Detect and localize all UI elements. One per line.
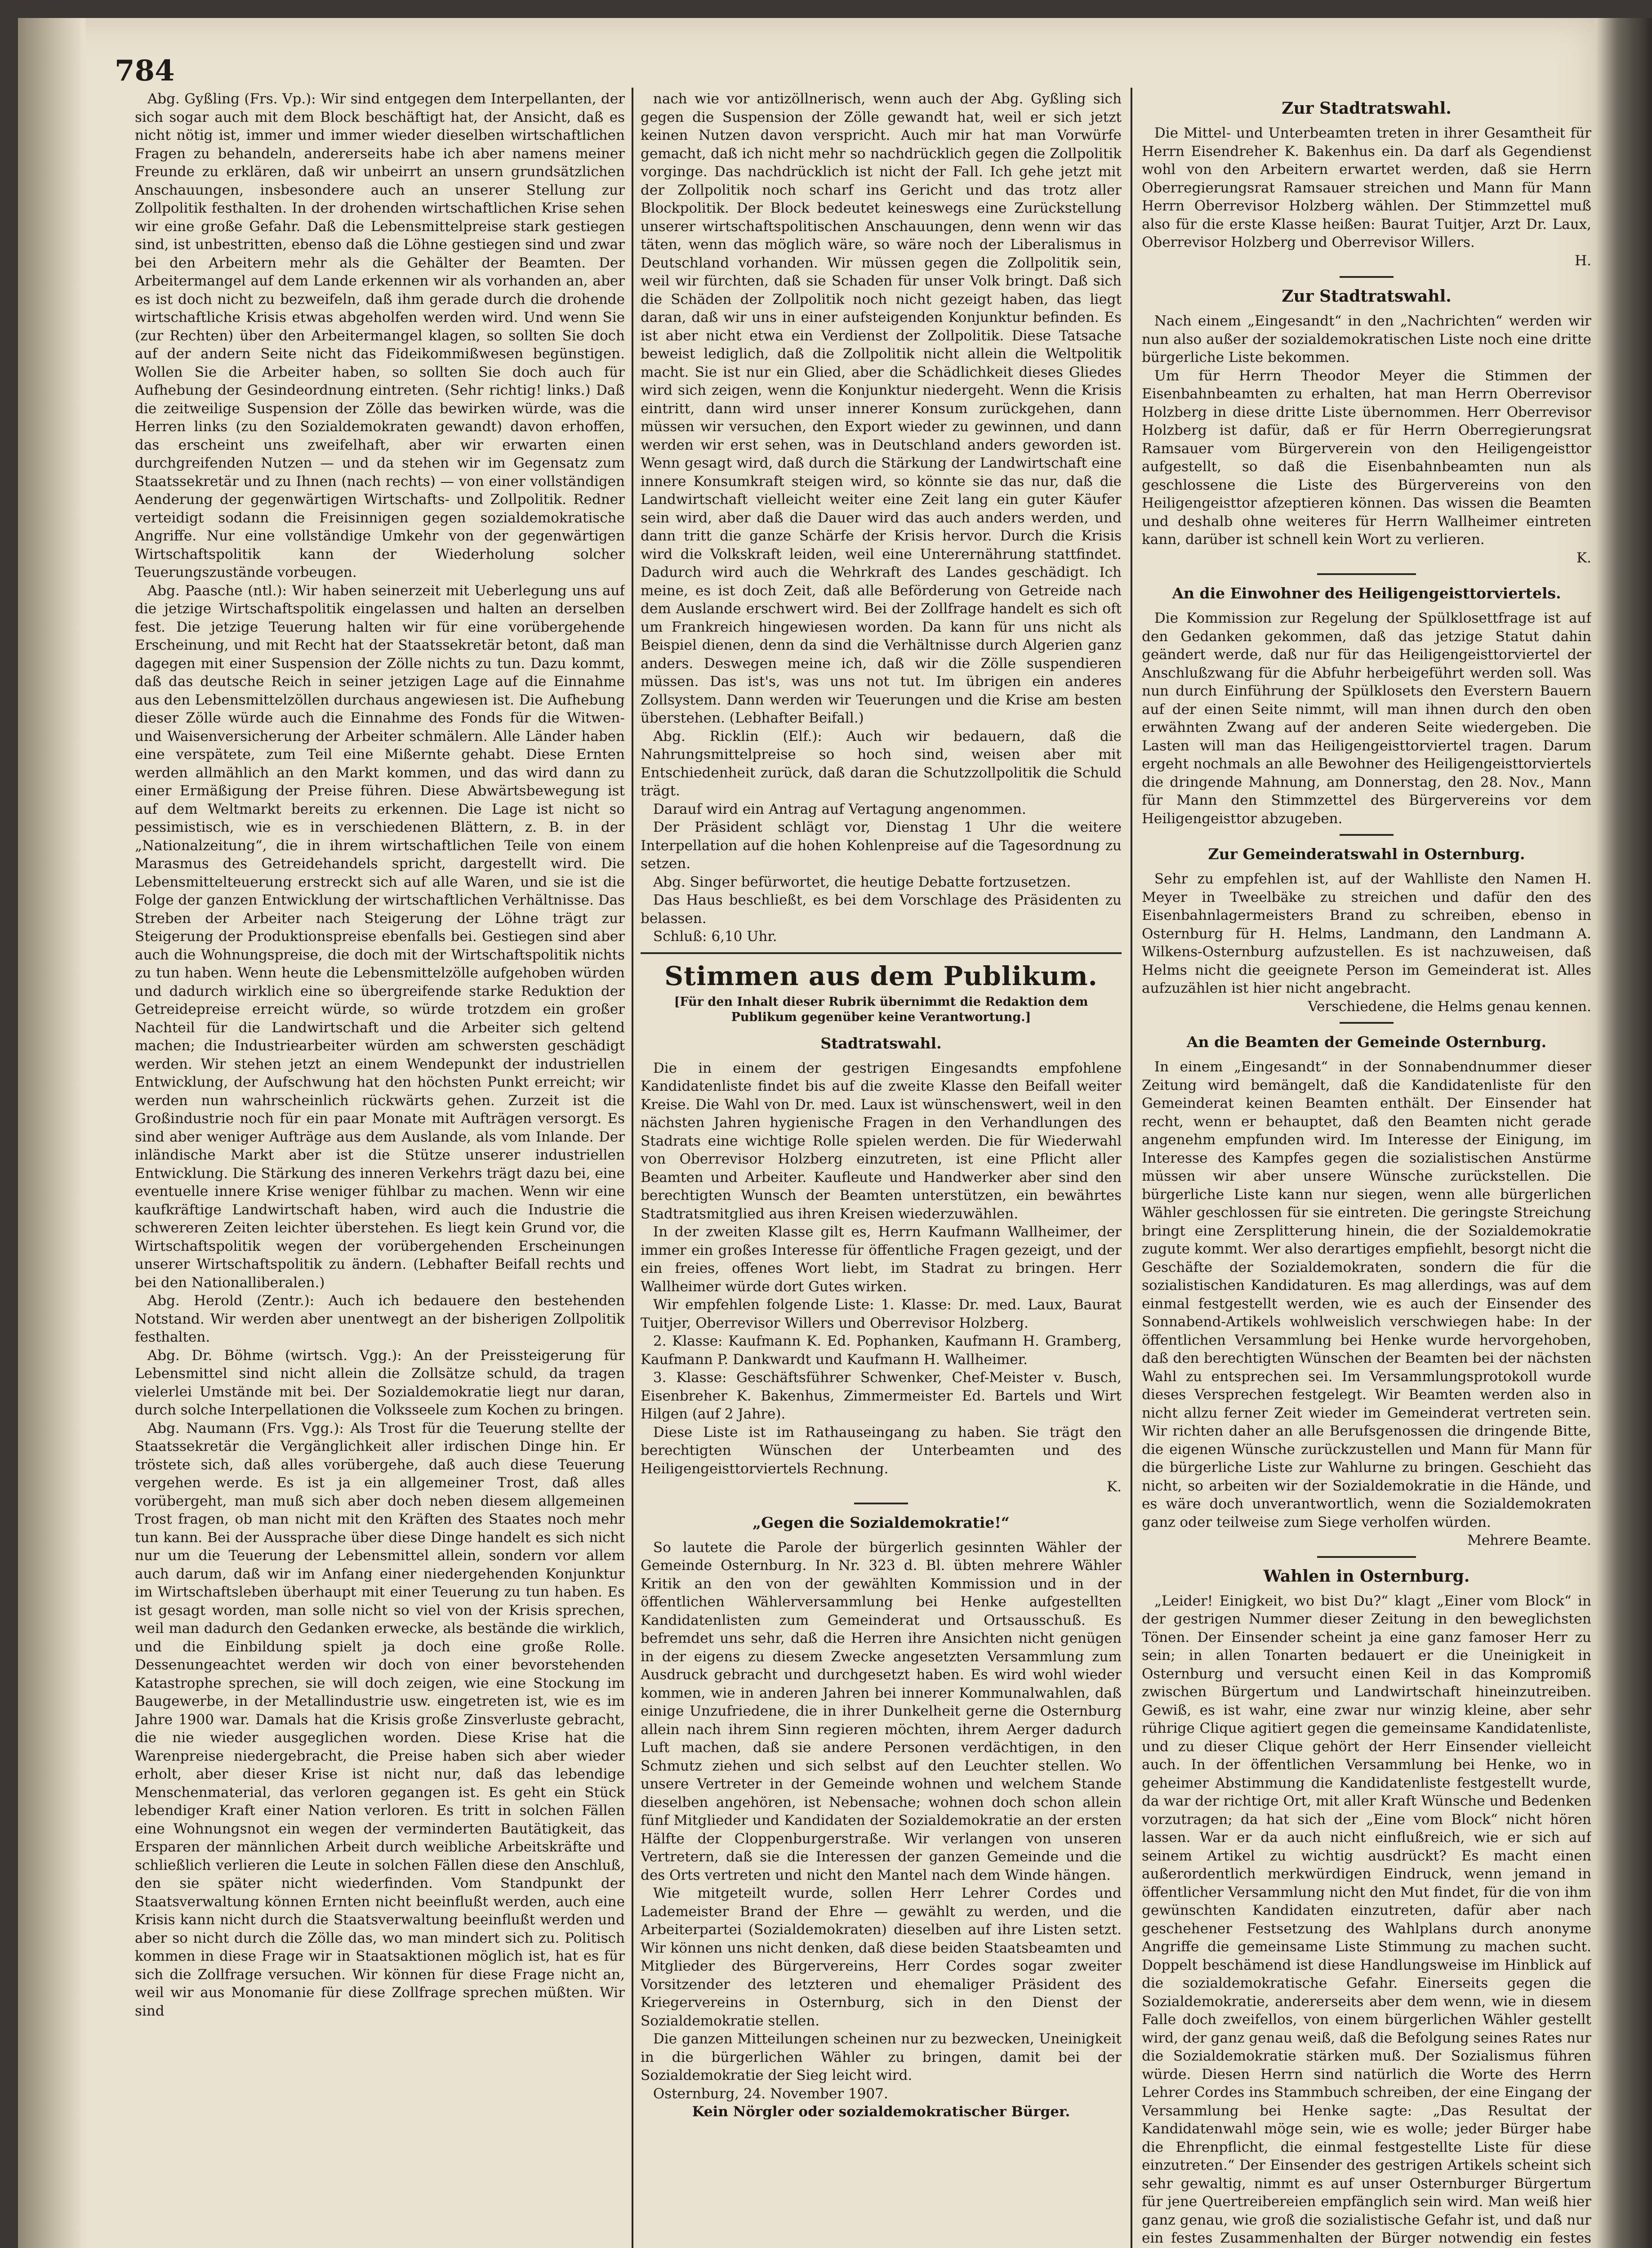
- paragraph: Wie mitgeteilt wurde, sollen Herr Lehrer Cordes und Lademeister Brand der Ehre — gewählt zu werden, und die Arbeiterpartei (Sozialdemokraten) dieselben auf ihre Listen setzt. Wir können uns nicht denken, daß diese beiden Staatsbeamten und Mitglieder des Bürgervereins, Herr Cordes sogar zweiter Vorsitzender des letzteren und ehemaliger Präsident des Kriegervereins in Osternburg, sich in den Dienst der Sozialdemokratie stellen.: [641, 1885, 1122, 2029]
- signature: K.: [1106, 1479, 1122, 1495]
- paragraph: Die in einem der gestrigen Eingesandts empfohlene Kandidatenliste findet bis auf die zweite Klasse den Beifall weiter Kreise. Die Wahl von Dr. med. Laux ist wünschenswert, weil in den nächsten Jahren hygienische Fragen in den Verhandlungen des Stadrats eine wichtige Rolle spielen werden. Die für Wiederwahl von Oberrevisor Holzberg einzutreten, ist eine Pflicht aller Beamten und Arbeiter. Kaufleute und Handwerker aber sind den berechtigten Wunsch der Beamten unterstützen, ein bewährtes Stadtratsmitglied aus ihren Kreisen wiederzuwählen.: [641, 1060, 1122, 1222]
- paragraph: Abg. Singer befürwortet, die heutige Debatte fortzusetzen.: [653, 874, 1071, 890]
- separator: [1340, 276, 1394, 278]
- article-title: Wahlen in Osternburg.: [1263, 1566, 1470, 1586]
- article-title: An die Einwohner des Heiligengeisttorviertels.: [1172, 584, 1561, 602]
- paragraph: Abg. Ricklin (Elf.): Auch wir bedauern, daß die Nahrungsmittelpreise so hoch sind, weisen aber mit Entschiedenheit zurück, daß daran die Schutzzollpolitik die Schuld trägt.: [641, 728, 1122, 799]
- paragraph: „Leider! Einigkeit, wo bist Du?“ klagt „Einer vom Block“ in der gestrigen Nummer dieser Zeitung in den beweglichsten Tönen. Der Einsender scheint ja eine ganz famoser Herr zu sein; in allen Tonarten bedauert er die Uneinigkeit in Osternburg und versucht einen Keil in das Kompromiß zwischen Bürgertum und Landwirtschaft hineinzutreiben. Gewiß, es ist wahr, eine zwar nur winzig kleine, aber sehr rührige Clique agitiert gegen die gemeinsame Kandidatenliste, und zu dieser Clique gehört der Herr Einsender vielleicht auch. In der öffentlichen Versammlung bei Henke, wo in geheimer Abstimmung die Kandidatenliste festgestellt wurde, da war der richtige Ort, mit aller Kraft Wünsche und Bedenken vorzutragen; da hat sich der „Eine vom Block“ nicht hören lassen. War er da auch nicht einflußreich, wie er sich auf seinem Artikel zu wichtig ausdrückt? Es macht einen außerordentlich merkwürdigen Eindruck, wenn jemand in öffentlicher Versammlung nicht den Mut findet, für die von ihm gewünschten Kandidaten einzutreten, dafür aber nach geschehener Festsetzung des Wahlplans durch anonyme Angriffe die gemeinsame Liste Stimmung zu machen sucht. Doppelt beschämend ist diese Handlungsweise im Hinblick auf die sozialdemokratische Gefahr. Einerseits gegen die Sozialdemokratie, andererseits aber dem wenn, wie in diesem Falle doch zweifellos, von einem bürgerlichen Wähler gestellt wird, der ganz genau weiß, daß die Befolgung seines Rates nur die Sozialdemokratie stärken muß. Der Sozialismus führen würde. Diesen Herrn sind natürlich die Worte des Herrn Lehrer Cordes ins Stammbuch schreiben, der eine Eingang der Versammlung bei Henke sagte: „Das Resultat der Kandidatenwahl möge sein, wie es wolle; jeder Bürger habe die Ehrenpflicht, die einmal festgestellte Liste für diese einzutreten.“ Der Einsender des gestrigen Artikels scheint sich sehr gewaltig, nimmt es auf unser Osternburger Bürgertum für jene Quertreibereien empfänglich sein wird. Man weiß hier ganz genau, wie groß die sozialistische Gefahr ist, und daß nur ein festes Zusammenhalten der Bürger notwendig ein festes: [1142, 1592, 1591, 2246]
- signature: Mehrere Beamte.: [1467, 1532, 1591, 1548]
- article-title: Zur Stadtratswahl.: [1282, 287, 1452, 306]
- page-binding-shadow: [18, 18, 85, 2248]
- article-title: Zur Stadtratswahl.: [1282, 99, 1452, 118]
- page-edge-shadow: [1596, 18, 1652, 2248]
- signature: H.: [1575, 252, 1591, 269]
- paragraph: nach wie vor antizöllnerisch, wenn auch der Abg. Gyßling sich gegen die Suspension der Zölle gewandt hat, weil er sich jetzt keinen Nutzen davon verspricht. Auch mir hat man Vorwürfe gemacht, daß ich nicht mehr so nachdrücklich gegen die Zollpolitik vorginge. Das nachdrücklich ist nicht der Fall. Ich gehe jetzt mit der Zollpolitik noch scharf ins Gericht und das trotz aller Blockpolitik. Der Block bedeutet keineswegs eine Zurückstellung unserer wirtschaftspolitischen Anschauungen, denn wenn wir das täten, wenn das möglich wäre, so wäre noch der Liberalismus in Deutschland vorhanden. Wir müssen gegen die Zollpolitik sein, weil wir fürchten, daß sie Schaden für unser Volk bringt. Daß sich die Schäden der Zollpolitik noch nicht gezeigt haben, das liegt daran, daß wir uns in einer aufsteigenden Konjunktur befinden. Es ist aber nicht etwa ein Verdienst der Zollpolitik. Diese Tatsache beweist lediglich, daß die Zollpolitik nicht allein die Weltpolitik macht. Sie ist nur ein Glied, aber die Schädlichkeit dieses Gliedes wird sich zeigen, wenn die Konjunktur niedergeht. Wenn die Krisis eintritt, dann wird unser innerer Konsum zurückgehen, dann müssen wir versuchen, den Export wieder zu gewinnen, und dann werden wir erst sehen, was in Deutschland anders geworden ist. Wenn gesagt wird, daß durch die Stärkung der Landwirtschaft eine innere Konsumkraft steigen wird, so könnte sie das nur, daß die Landwirtschaft vielleicht weiter eine Zeit lang ein guter Käufer sein wird, aber daß die Dauer wird das auch anders werden, und dann tritt die ganze Schärfe der Krisis hervor. Durch die Krisis wird die Volkskraft leiden, weil eine Unterernährung stattfindet. Dadurch wird auch die Wehrkraft des Landes geschädigt. Ich meine, es ist doch Zeit, daß alle Beförderung von Getreide nach dem Auslande erschwert wird. Bei der Zollfrage handelt es sich oft um Frankreich hingewiesen worden. Da kann für uns nicht als Beispiel dienen, denn da sind die Verhältnisse durch Algerien ganz anders. Deswegen meine ich, daß wir die Zölle suspendieren müssen. Das ist's, was uns not tut. Im übrigen ein anderes Zollsystem. Dann werden wir Teuerungen und die Krise am besten überstehen. (Lebhafter Beifall.): [641, 91, 1122, 726]
- closing-time: Schluß: 6,10 Uhr.: [653, 928, 777, 945]
- article-title: Zur Gemeinderatswahl in Osternburg.: [1208, 845, 1525, 863]
- paragraph: Der Präsident schlägt vor, Dienstag 1 Uhr die weitere Interpellation auf die hohen Kohlenpreise auf die Tagesordnung zu setzen.: [641, 819, 1122, 872]
- paragraph: Osternburg, 24. November 1907.: [653, 2085, 888, 2102]
- stimmen-title: Stimmen aus dem Publikum.: [664, 960, 1098, 991]
- column-1: [135, 90, 625, 2248]
- column-rule-2: [1131, 88, 1132, 2248]
- paragraph: Die Kommission zur Regelung der Spülklosettfrage ist auf den Gedanken gekommen, daß das jetzige Statut dahin geändert werde, daß nur für das Heiligengeisttorviertel der Anschlußzwang für die Abfuhr herbeigeführt werden soll. Was nun durch Einführung der Spülklosets den Everstern Bauern auf der einen Seite nimmt, will man ihnen durch den oben erwähnten Zwang auf der anderen Seite wiedergeben. Die Lasten will man das Heiligengeisttorviertel tragen. Darum ergeht nochmals an alle Bewohner des Heiligengeisttorviertels die dringende Mahnung, am Donnerstag, den 28. Nov., Mann für Mann den Stimmzettel des Bürgervereins vor dem Heiligengeisttor abzugeben.: [1142, 610, 1591, 827]
- paragraph: Abg. Paasche (ntl.): Wir haben seinerzeit mit Ueberlegung uns auf die jetzige Wirtschaftspolitik eingelassen und halten an derselben fest. Die jetzige Teuerung halten wir für eine vorübergehende Erscheinung, und mit Recht hat der Staatssekretär betont, daß man dagegen mit einer Suspension der Zölle nichts zu tun. Dazu kommt, daß das deutsche Reich in seiner jetzigen Lage auf die Einnahme aus den Lebensmittelzöllen durchaus angewiesen ist. Die Aufhebung dieser Zölle würde auch die Einnahme des Fonds für die Witwen- und Waisenversicherung der Arbeiter schmälern. Alle Länder haben eine verspätete, zum Teil eine Mißernte gehabt. Diese Ernten werden allmählich an den Markt kommen, und das wird dann zu einer Ermäßigung der Preise führen. Diese Abwärtsbewegung ist auf dem Weltmarkt bereits zu erkennen. Die Lage ist nicht so pessimistisch, wie es in verschiedenen Blättern, z. B. in der „Nationalzeitung“, die in ihrem wirtschaftlichen Teile von einem Marasmus des Getreidehandels spricht, dargestellt wird. Die Lebensmittelteuerung erstreckt sich auf alle Waren, und sie ist die Folge der ganzen Entwicklung der wirtschaftlichen Verhältnisse. Das Streben der Arbeiter nach Steigerung der Löhne trägt zur Steigerung der Produktionspreise ebenfalls bei. Gestiegen sind aber auch die Wohnungspreise, die doch mit der Wirtschaftspolitik nichts zu tun haben. Wenn heute die Lebensmittelzölle aufgehoben würden und dadurch wirklich eine so übergreifende starke Reduktion der Getreidepreise erreicht würde, so würde trotzdem ein großer Nachteil für die Landwirtschaft und die Arbeiter sich geltend machen; die Industriearbeiter würden am schwersten geschädigt werden. Wir stehen jetzt an einem Wendepunkt der industriellen Entwicklung, der Aufschwung hat den höchsten Punkt erreicht; wir werden nun wahrscheinlich rückwärts gehen. Zurzeit ist die Großindustrie noch für ein paar Monate mit Aufträgen versorgt. Es sind aber weniger Aufträge aus dem Auslande, als vom Inlande. Der inländische Markt aber ist die Stütze unserer industriellen Entwicklung. Die Stärkung des inneren Verkehrs trägt dazu bei, eine eventuelle innere Krise weniger fühlbar zu machen. Wenn wir eine kaufkräftige Landwirtschaft haben, wird auch die Industrie die schwereren Zeiten leichter überstehen. Es liegt kein Grund vor, die Wirtschaftspolitik wegen der vorübergehenden Erscheinungen unserer Wirtschaftspolitik zu ändern. (Lebhafter Beifall rechts und bei den Nationalliberalen.): [135, 582, 625, 1291]
- signature: K.: [1576, 549, 1591, 566]
- paragraph: Die Mittel- und Unterbeamten treten in ihrer Gesamtheit für Herrn Eisendreher K. Bakenhus ein. Da darf als Gegendienst wohl von den Arbeitern erwartet werden, daß sie Herrn Oberregierungsrat Ramsauer streichen und Mann für Mann Herrn Oberrevisor Holzberg wählen. Der Stimmzettel muß also für die erste Klasse heißen: Baurat Tuitjer, Arzt Dr. Laux, Oberrevisor Holzberg und Oberrevisor Willers.: [1142, 125, 1591, 250]
- paragraph: Nach einem „Eingesandt“ in den „Nachrichten“ werden wir nun also außer der sozialdemokratischen Liste noch eine dritte bürgerliche Liste bekommen.: [1142, 313, 1591, 366]
- paragraph: Abg. Herold (Zentr.): Auch ich bedauere den bestehenden Notstand. Wir werden aber unentwegt an der bisherigen Zollpolitik festhalten.: [135, 1293, 625, 1345]
- separator: [1317, 573, 1416, 575]
- stadtratswahl-title: Stadtratswahl.: [820, 1034, 942, 1052]
- separator: [1340, 834, 1394, 836]
- stimmen-section: [641, 952, 1122, 2121]
- paragraph: Sehr zu empfehlen ist, auf der Wahlliste den Namen H. Meyer in Tweelbäke zu streichen und dafür den des Eisenbahnlagermeisters Brand zu schreiben, ebenso in Osternburg für H. Helms, Landmann, den Landmann A. Wilkens-Osternburg aufzustellen. Es ist nachzuweisen, daß Helms nicht die geeignete Person im Gemeinderat ist. Alles aufzuzählen ist hier nicht angebracht.: [1142, 871, 1591, 996]
- paragraph: Das Haus beschließt, es bei dem Vorschlage des Präsidenten zu belassen.: [641, 892, 1122, 927]
- paragraph: 2. Klasse: Kaufmann K. Ed. Pophanken, Kaufmann H. Gramberg, Kaufmann P. Dankwardt und Kaufmann H. Wallheimer.: [641, 1333, 1122, 1368]
- article-title: An die Beamten der Gemeinde Osternburg.: [1186, 1033, 1547, 1051]
- paragraph: So lautete die Parole der bürgerlich gesinnten Wähler der Gemeinde Osternburg. In Nr. 323 d. Bl. übten mehrere Wähler Kritik an den von der gewählten Kommission und in der öffentlichen Wählerversammlung bei Henke aufgestellten Kandidatenlisten zum Gemeinderat und Ortsausschuß. Es befremdet uns sehr, daß die Herren ihre Ansichten nicht genügen in der eigens zu diesem Zwecke angesetzten Versammlung zum Ausdruck gebracht und durchgesetzt haben. Es wird wohl wieder kommen, wie in anderen Jahren bei innerer Kommunalwahlen, daß einige Unzufriedene, die in ihrer Dunkelheit gerne die Osternburg allein nach ihrem Sinn regieren möchten, ihrem Aerger dadurch Luft machen, daß sie andere Personen verdächtigen, in den Schmutz ziehen und sich selbst auf den Leuchter stellen. Wo unsere Vertreter in der Gemeinde wohnen und welchem Stande dieselben angehören, ist Nebensache; wohnen doch schon allein fünf Mitglieder und Kandidaten der Sozialdemokratie an der ersten Hälfte der Cloppenburgerstraße. Wir verlangen von unseren Vertretern, daß sie die Interessen der ganzen Gemeinde und die des Orts vertreten und nicht den Mantel nach dem Winde hängen.: [641, 1539, 1122, 1883]
- paragraph: In einem „Eingesandt“ in der Sonnabendnummer dieser Zeitung wird bemängelt, daß die Kandidatenliste für den Gemeinderat keinen Beamten enthält. Der Einsender hat recht, wenn er behauptet, daß den Beamten nicht gerade angenehm empfunden wird. Im Interesse der Einigung, im Interesse des Kampfes gegen die sozialistischen Anstürme müssen wir aber unsere Wünsche zurückstellen. Die bürgerliche Liste kann nur siegen, wenn alle bürgerlichen Wähler geschlossen für sie eintreten. Die geringste Streichung bringt eine Zersplitterung hinein, die der Sozialdemokratie zugute kommt. Wer also derartiges empfiehlt, besorgt nicht die Geschäfte der Sozialdemokraten, sondern die für die sozialistischen Kandidaturen. Es mag allerdings, was auf dem einmal festgestellt werden, wie es auch der Einsender des Sonnabend-Artikels wohlweislich verschwiegen habe: In der öffentlichen Versammlung bei Henke wurde hervorgehoben, daß den berechtigten Wünschen der Beamten bei der nächsten Wahl zu entsprechen sei. Im Versammlungsprotokoll wurde dieses Versprechen festgelegt. Wir Beamten werden also in nicht allzu ferner Zeit wieder im Gemeinderat vertreten sein. Wir richten daher an alle Berufsgenossen die dringende Bitte, die eigenen Wünsche zurückzustellen und Mann für Mann für die bürgerliche Liste zur Wahlurne zu bringen. Geschieht das nicht, so arbeiten wir der Sozialdemokratie in die Hände, und es wäre doch unverantwortlich, wenn die Sozialdemokraten ganz oder teilweise zum Siege verholfen würden.: [1142, 1059, 1591, 1530]
- column-rule-1: [632, 88, 633, 2248]
- page-number: 784: [115, 54, 175, 88]
- paragraph: Abg. Naumann (Frs. Vgg.): Als Trost für die Teuerung stellte der Staatssekretär die Vergänglichkeit aller irdischen Dinge hin. Er tröstete sich, daß alles vorübergehe, daß auch diese Teuerung vergehen werde. Es ist ja ein allgemeiner Trost, daß alles vorübergeht, man muß sich aber doch neben diesem allgemeinen Trost fragen, ob man nicht mit den Kräften des Staates noch mehr tun kann. Bei der Aussprache über diese Dinge handelt es sich nicht nur um die Teuerung der Lebensmittel allein, sondern vor allem auch darum, daß wir im Anfang einer niedergehenden Konjunktur im Wirtschaftsleben überhaupt mit einer Teuerung zu tun haben. Es ist gesagt worden, man solle nicht so viel von der Krisis sprechen, weil man dadurch den Gedanken erwecke, als bestände die wirklich, und die Einbildung spielt ja doch eine große Rolle. Dessenungeachtet werden wir doch von einer bevorstehenden Katastrophe sprechen, sie will doch zeigen, wie eine Stockung im Baugewerbe, in der Metallindustrie usw. eingetreten ist, wie es im Jahre 1900 war. Damals hat die Krisis große Zinsverluste gebracht, die nie wieder ausgeglichen worden. Diese Krise hat die Warenpreise niedergebracht, die Preise haben sich aber wieder erholt, aber dieser Krise ist nicht nur, daß das lebendige Menschenmaterial, das verloren gegangen ist. Es geht ein Stück lebendiger Kraft einer Nation verloren. Es tritt in solchen Fällen eine Wohnungsnot ein wegen der verminderten Bautätigkeit, das Ersparen der männlichen Arbeit durch weibliche Arbeitskräfte und schließlich verlieren die Leute in solchen Fällen diese den Anschluß, den sie später nicht wiederfinden. Vom Standpunkt der Staatsverwaltung können Ernten nicht beeinflußt werden, auch eine Krisis kann nicht durch die Staatsverwaltung beeinflußt werden und aber so nicht durch die Zölle das, wo man mindert sich zu. Politisch kommen in diese Frage wir in Staatsaktionen möglich ist, hat es für sich die Zollfrage versuchen. Wir können für diese Frage nicht an, weil wir aus Monomanie für diese Zollfrage sprechen müßten. Wir sind: [135, 1420, 625, 2019]
- column-3: [1142, 90, 1591, 2248]
- column-2: [641, 90, 1122, 2248]
- paragraph: Darauf wird ein Antrag auf Vertagung angenommen.: [653, 801, 1026, 817]
- paragraph: Diese Liste ist im Rathauseingang zu haben. Sie trägt den berechtigten Wünschen der Unterbeamten und des Heiligengeisttorviertels Rechnung.: [641, 1424, 1122, 1477]
- separator: [1317, 1556, 1416, 1558]
- paragraph: Abg. Gyßling (Frs. Vp.): Wir sind entgegen dem Interpellanten, der sich sogar auch mit dem Block beschäftigt hat, der Ansicht, daß es nicht nötig ist, immer und immer wieder dieselben wirtschaftlichen Fragen zu behandeln, andererseits habe ich aber namens meiner Freunde zu erklären, daß wir unbeirrt an unsern grundsätzlichen Anschauungen, insbesondere auch an unserer Stellung zur Zollpolitik festhalten. In der drohenden wirtschaftlichen Krise sehen wir eine große Gefahr. Daß die Lebensmittelpreise stark gestiegen sind, ist unbestritten, ebenso daß die Löhne gestiegen sind und zwar bei den Arbeitern mehr als die Gehälter der Beamten. Der Arbeitermangel auf dem Lande erkennen wir als vorhanden an, aber es ist doch nicht zu bezweifeln, daß ihm gerade durch die drohende wirtschaftliche Krisis etwas abgeholfen werden wird. Und wenn Sie (zur Rechten) über den Arbeitermangel klagen, so sollten Sie doch auf der andern Seite nicht das Fideikommißwesen begünstigen. Wollen Sie die Arbeiter haben, so sollten Sie doch auch für Aufhebung der Gesindeordnung eintreten. (Sehr richtig! links.) Daß die zeitweilige Suspension der Zölle das bewirken würde, was die Herren links (zu den Sozialdemokraten gewandt) davon erhoffen, das erscheint uns zweifelhaft, aber wir erwarten einen durchgreifenden Nutzen — und da stehen wir im Gegensatz zum Staatssekretär und zu Ihnen (nach rechts) — von einer vollständigen Aenderung der gegenwärtigen Wirtschafts- und Zollpolitik. Redner verteidigt sodann die Freisinnigen gegen sozialdemokratische Angriffe. Nur eine vollständige Umkehr von der gegenwärtigen Wirtschaftspolitik kann der Wiederholung solcher Teuerungszustände vorbeugen.: [135, 91, 625, 580]
- paragraph: In der zweiten Klasse gilt es, Herrn Kaufmann Wallheimer, der immer ein großes Interesse für öffentliche Fragen gezeigt, und der ein freies, offenes Wort liebt, im Stadrat zu bringen. Herr Wallheimer würde dort Gutes wirken.: [641, 1224, 1122, 1295]
- paragraph: Wir empfehlen folgende Liste: 1. Klasse: Dr. med. Laux, Baurat Tuitjer, Oberrevisor Willers und Oberrevisor Holzberg.: [641, 1297, 1122, 1331]
- paragraph: Die ganzen Mitteilungen scheinen nur zu bezwecken, Uneinigkeit in die bürgerlichen Wähler zu bringen, damit bei der Sozialdemokratie der Sieg leicht wird.: [641, 2031, 1122, 2083]
- separator: [1340, 1022, 1394, 1024]
- paragraph: Abg. Dr. Böhme (wirtsch. Vgg.): An der Preissteigerung für Lebensmittel sind nicht allein die Zollsätze schuld, da tragen vielerlei Umstände mit bei. Der Sozialdemokratie liegt nur daran, durch solche Interpellationen die Volksseele zum Kochen zu bringen.: [135, 1347, 625, 1418]
- signature: Verschiedene, die Helms genau kennen.: [1308, 998, 1591, 1015]
- paragraph: Um für Herrn Theodor Meyer die Stimmen der Eisenbahnbeamten zu erhalten, hat man Herrn Oberrevisor Holzberg in diese dritte Liste übernommen. Herr Oberrevisor Holzberg ist dafür, daß er für Herrn Oberregierungsrat Ramsauer vom Bürgerverein von den Heiligengeisttor aufgestellt, so daß die Eisenbahnbeamten nun als geschlossene die Liste des Bürgervereins von den Heiligengeisttor afzeptieren können. Das wissen die Beamten und deshalb ohne weiteres für Herrn Wallheimer eintreten kann, darüber ist schnell kein Wort zu verlieren.: [1142, 367, 1591, 548]
- gegen-title: „Gegen die Sozialdemokratie!“: [753, 1513, 1010, 1531]
- separator: [854, 1503, 908, 1504]
- signature: Kein Nörgler oder sozialdemokratischer Bürger.: [692, 2104, 1070, 2120]
- paragraph: 3. Klasse: Geschäftsführer Schwenker, Chef-Meister v. Busch, Eisenbreher K. Bakenhus, Zimmermeister Ed. Bartels und Wirt Hilgen (auf 2 Jahre).: [641, 1369, 1122, 1422]
- stimmen-disclaimer: [Für den Inhalt dieser Rubrik übernimmt die Redaktion dem Publikum gegenüber keine Verantwortung.]: [674, 995, 1088, 1024]
